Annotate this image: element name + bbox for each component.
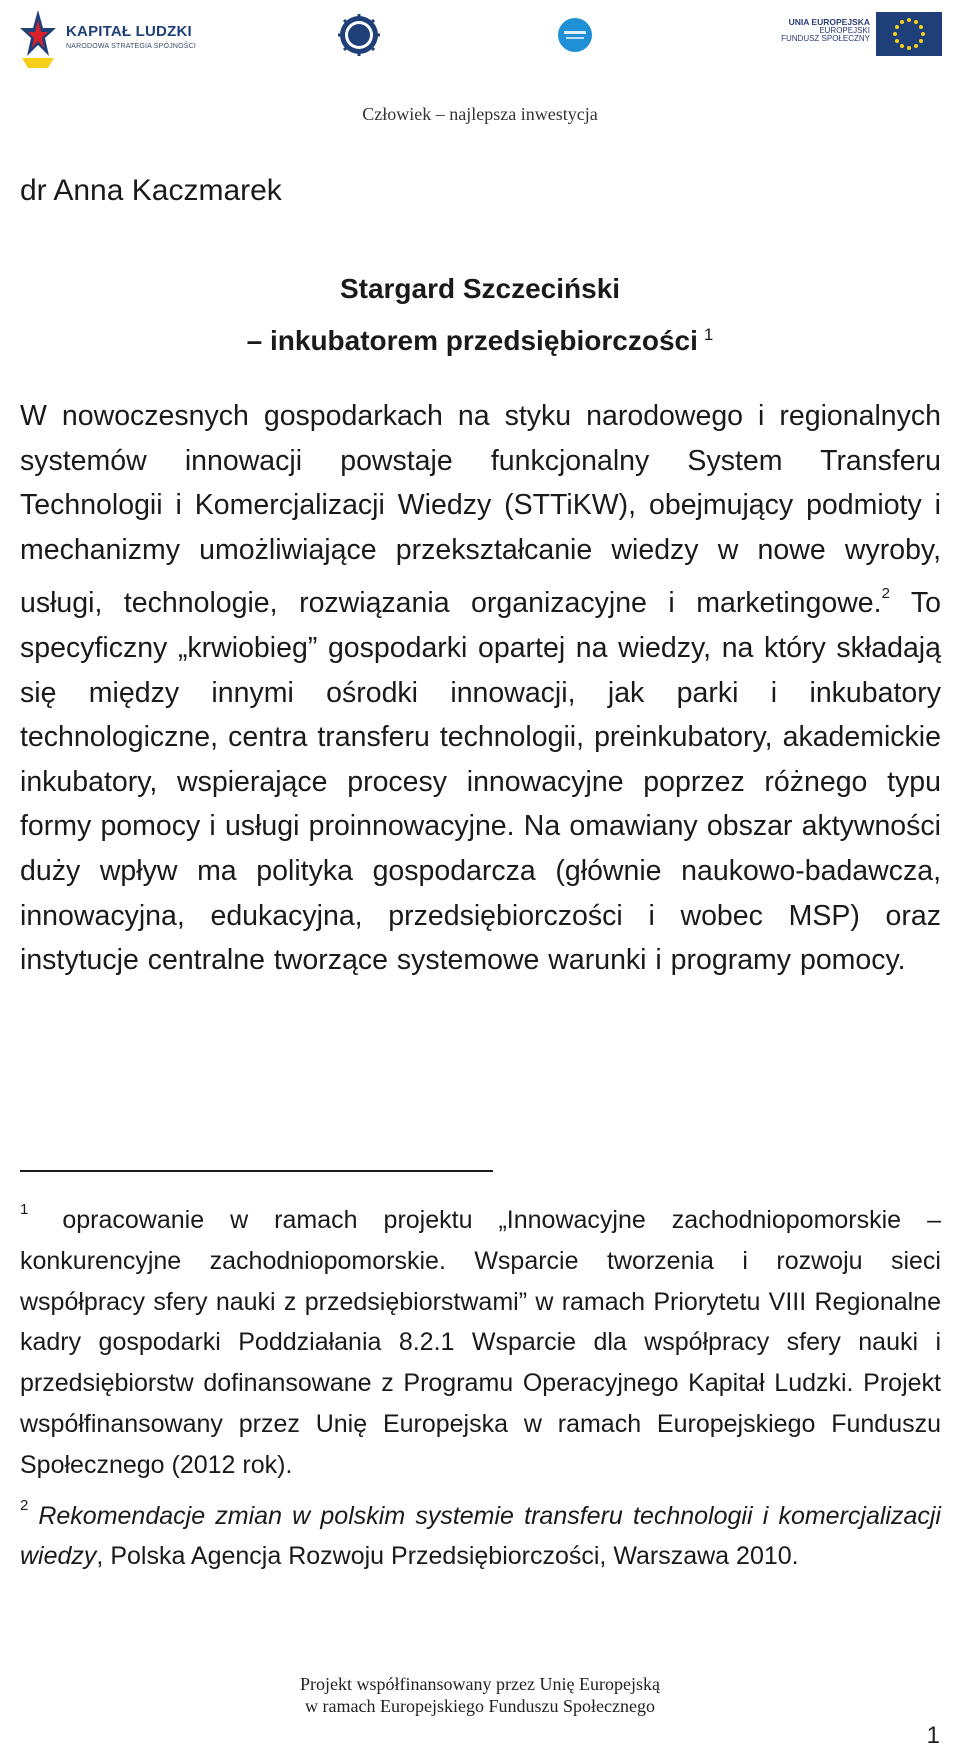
eu-logo-line1: UNIA EUROPEJSKA — [788, 17, 870, 27]
eu-flag-icon — [876, 12, 942, 56]
footnote-1-text: opracowanie w ramach projektu „Innowacyjne zachodniopomorskie – konkurencyjne zachodniopomorskie. Wsparcie tworzenia i rozwoju sieci współpracy sfery nauki z przedsiębiorstwami” w ramach Priorytetu VIII Regionalne kadry gospodarki Poddziałania 8.2.1 Wsparcie dla współpracy sfery nauki i przedsiębiorstw dofinansowane z Programu Operacyjnego Kapitał Ludzki. Projekt współfinansowany przez Unię Europejska w ramach Europejskiego Funduszu Społecznego (2012 rok). — [20, 1206, 941, 1479]
footnote-2-rest: , Polska Agencja Rozwoju Przedsiębiorczości, Warszawa 2010. — [96, 1542, 799, 1571]
page-number: 1 — [926, 1722, 940, 1749]
blue-round-logo-icon — [557, 17, 593, 53]
title-line-1: Stargard Szczeciński — [339, 273, 621, 304]
footnote-1 — [20, 1190, 941, 1486]
footer-line-1: Projekt współfinansowany przez Unię Europejską — [300, 1674, 660, 1694]
footer-line-2: w ramach Europejskiego Funduszu Społecznego — [305, 1696, 655, 1716]
document-title — [0, 266, 960, 364]
eu-logo-line3: FUNDUSZ SPOŁECZNY — [781, 34, 870, 44]
footnotes — [20, 1190, 941, 1577]
kapital-ludzki-logo — [18, 8, 218, 70]
kapital-ludzki-title: KAPITAŁ LUDZKI — [66, 23, 192, 40]
kapital-ludzki-subtitle: NARODOWA STRATEGIA SPÓJNOŚCI — [66, 43, 197, 50]
not-logo-icon — [338, 14, 380, 56]
footnote-1-mark: 1 — [20, 1201, 29, 1218]
footnote-2-mark: 2 — [20, 1496, 29, 1514]
footnote-separator — [20, 1170, 493, 1172]
eu-logo — [778, 10, 942, 60]
footnote-2-italic: Rekomendacje zmian w polskim systemie transferu technologii i komercjalizacji wiedzy — [20, 1501, 941, 1571]
body-text-part2: To specyficzny „krwiobieg” gospodarki opartej na wiedzy, na który składają się między innymi ośrodki innowacji, jak parki i inkubatory technologiczne, centra transferu technologii, preinkubatory, akademickie inkubatory, wspierające procesy innowacyjne poprzez różnego typu formy pomocy i usługi proinnowacyjne. Na omawiany obszar aktywności duży wpływ ma polityka gospodarcza (głównie naukowo-badawcza, innowacyjna, edukacyjna, przedsiębiorczości i wobec MSP) oraz instytucje centralne tworzące systemowe warunki i programy pomocy. — [20, 587, 942, 977]
footnote-2 — [20, 1486, 941, 1578]
title-line-2 — [0, 312, 960, 364]
body-paragraph — [20, 394, 941, 983]
title-line-2-text: – inkubatorem przedsiębiorczości — [246, 325, 698, 356]
author-name: dr Anna Kaczmarek — [20, 174, 282, 207]
eu-logo-line2: EUROPEJSKI — [819, 25, 870, 35]
logo-bar — [0, 0, 960, 80]
page-footer — [0, 1673, 960, 1717]
kapital-ludzki-star-icon — [18, 8, 58, 70]
body-footnote-ref: 2 — [881, 585, 890, 603]
body-text-part1: W nowoczesnych gospodarkach na styku narodowego i regionalnych systemów innowacji powstaje funkcjonalny System Transferu Technologii i Komercjalizacji Wiedzy (STTiKW), obejmujący podmioty i mechanizmy umożliwiające przekształcanie wiedzy w nowe wyroby, usługi, technologie, rozwiązania organizacyjne i marketingowe. — [20, 400, 941, 620]
header-motto: Człowiek – najlepsza inwestycja — [362, 104, 598, 124]
title-footnote-ref: 1 — [703, 325, 714, 344]
